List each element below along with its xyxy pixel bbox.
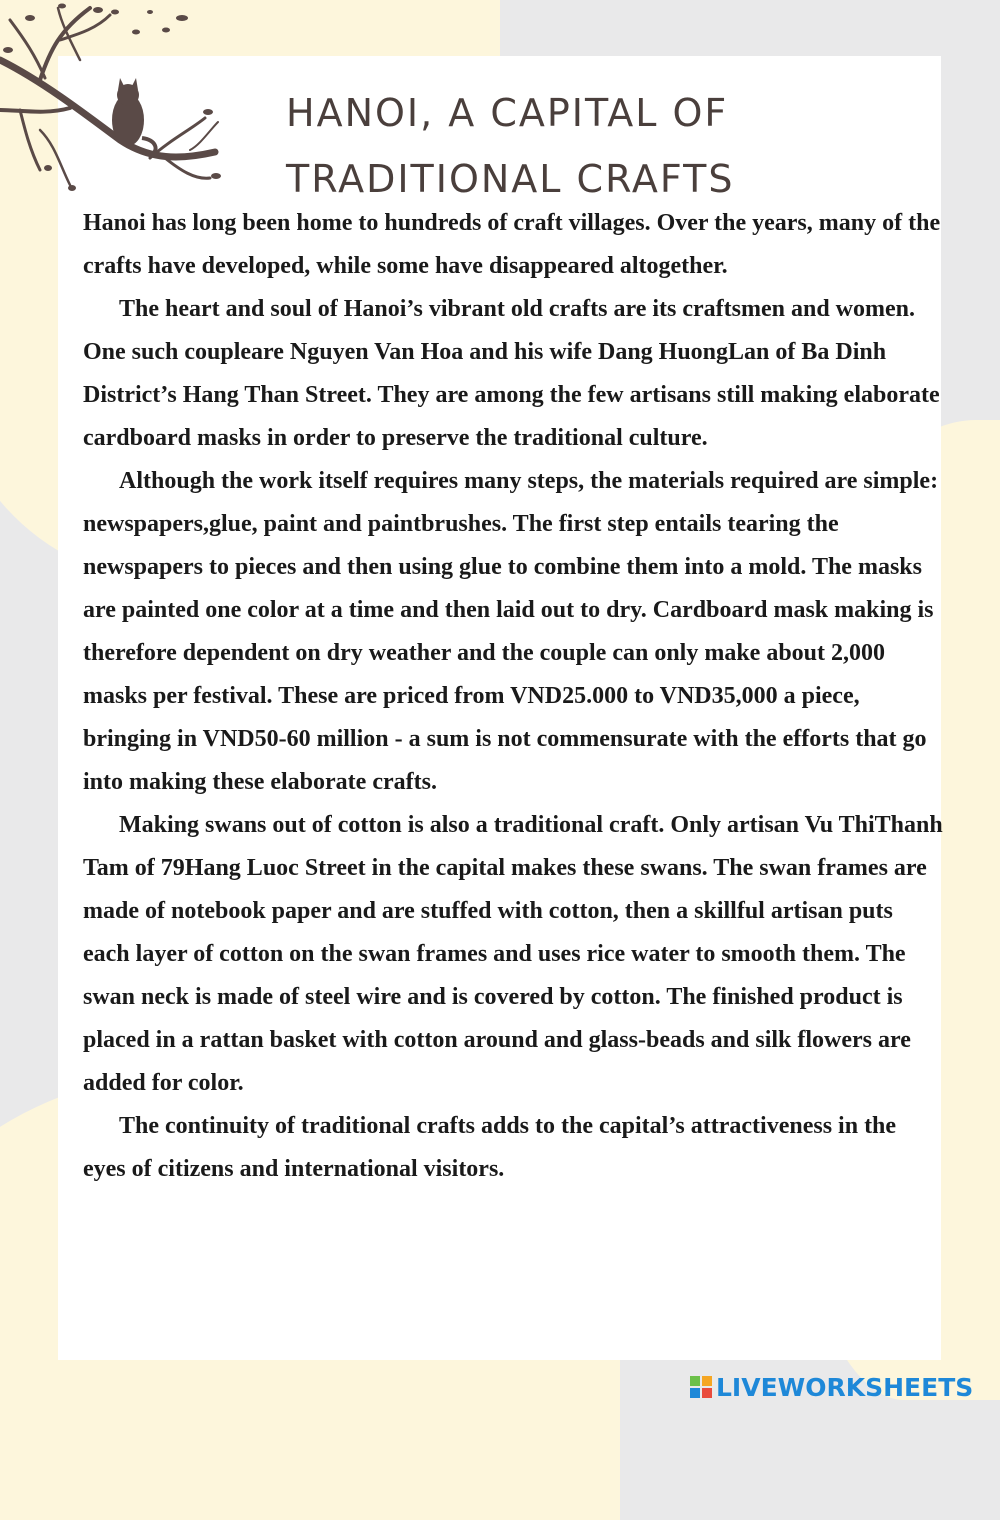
paragraph-5: The continuity of traditional crafts adds to the capital’s attractiveness in the eyes of citizens and international visitors. — [83, 1113, 897, 1182]
brand-text: LIVEWORKSHEETS — [716, 1372, 974, 1402]
paragraph-1: Hanoi has long been home to hundreds of craft villages. Over the years, many of the crafts have developed, while some have disappeared altogether. — [83, 210, 941, 279]
title-line-2: TRADITIONAL CRAFTS — [286, 157, 735, 201]
paragraph-4: Making swans out of cotton is also a traditional craft. Only artisan Vu ThiThanh Tam of 79Hang Luoc Street in the capital makes these swans. The swan frames are made of notebook paper and are stuffed with cotton, then a skillful artisan puts each layer of cotton on the swan frames and uses rice water to smooth them. The swan neck is made of steel wire and is covered by cotton. The finished product is placed in a rattan basket with cotton around and glass-beads and silk flowers are added for color. — [83, 812, 943, 1096]
liveworksheets-brand — [690, 1372, 973, 1402]
tree-branch-with-cat-icon — [0, 0, 230, 200]
reading-passage — [83, 202, 943, 1191]
title-line-1: HANOI, A CAPITAL OF — [286, 91, 729, 135]
page-title — [286, 80, 886, 212]
paragraph-3: Although the work itself requires many steps, the materials required are simple: newspapers,glue, paint and paintbrushes. The first step entails tearing the newspapers to pieces and then using glue to combine them into a mold. The masks are painted one color at a time and then laid out to dry. Cardboard mask making is therefore dependent on dry weather and the couple can only make about 2,000 masks per festival. These are priced from VND25.000 to VND35,000 a piece, bringing in VND50-60 million - a sum is not commensurate with the efforts that go into making these elaborate crafts. — [83, 468, 939, 795]
liveworksheets-logo-icon — [690, 1376, 712, 1398]
paragraph-2: The heart and soul of Hanoi’s vibrant old crafts are its craftsmen and women. One such coupleare Nguyen Van Hoa and his wife Dang HuongLan of Ba Dinh District’s Hang Than Street. They are among the few artisans still making elaborate cardboard masks in order to preserve the traditional culture. — [83, 296, 940, 451]
